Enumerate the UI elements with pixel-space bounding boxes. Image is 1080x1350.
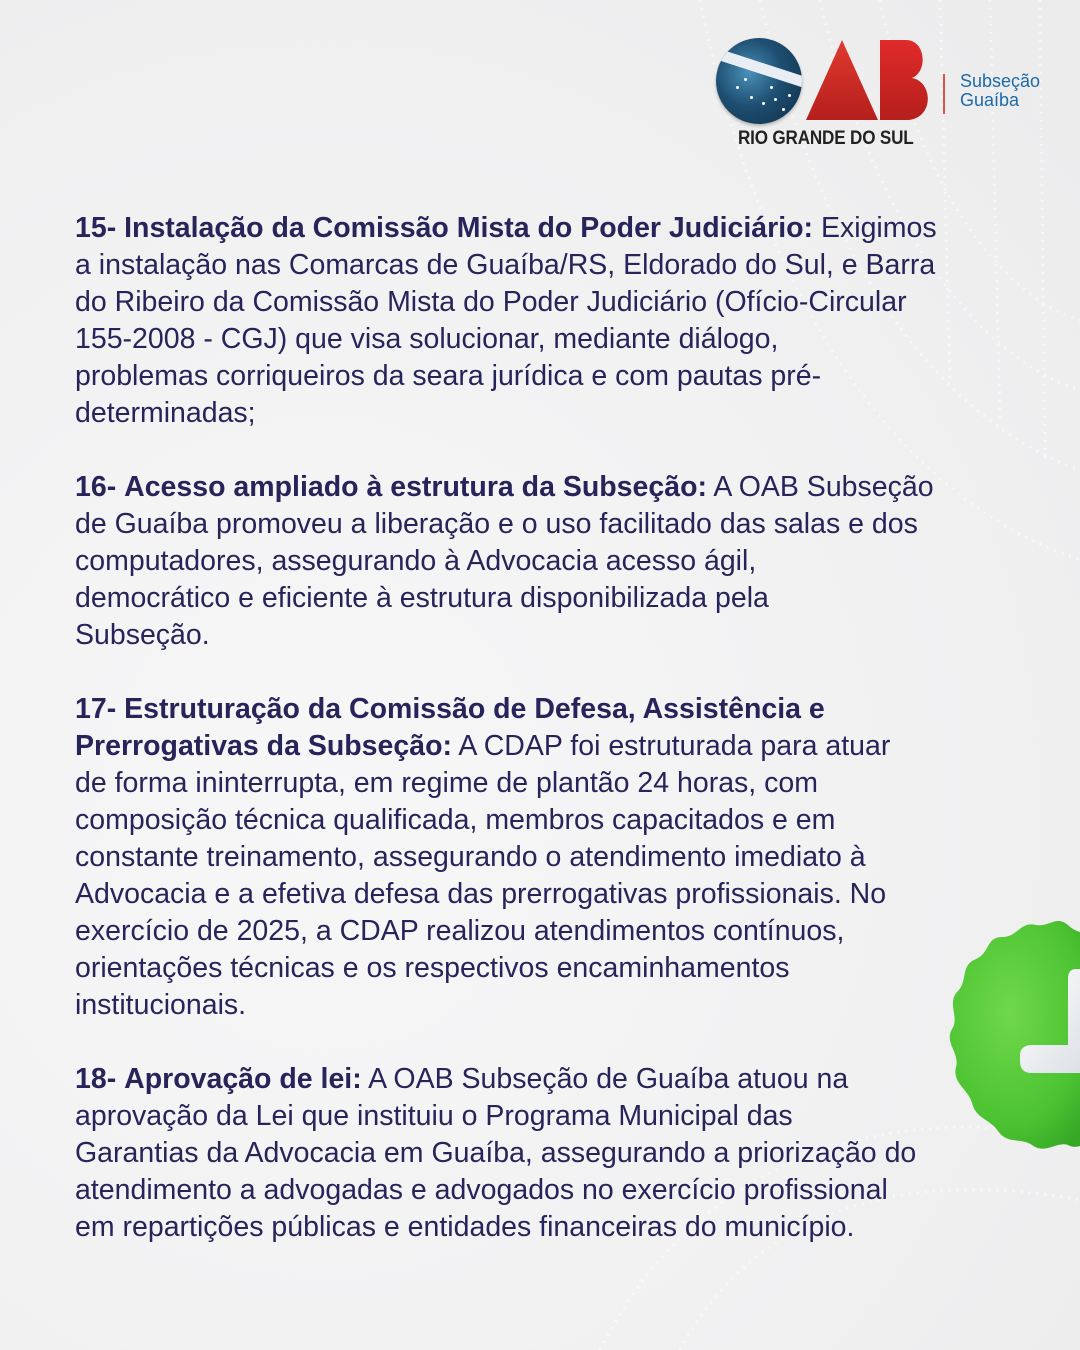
item-text: A OAB Subseção: [713, 471, 934, 503]
subsecao-label: [960, 72, 1040, 110]
item-title: Prerrogativas da Subseção:: [75, 730, 452, 762]
item-text: computadores, assegurando à Advocacia acesso ágil,: [75, 545, 757, 577]
item-number: 15-: [75, 212, 117, 244]
item-16: [75, 469, 1025, 654]
item-text: Subseção.: [75, 619, 210, 651]
item-text: A CDAP foi estruturada para atuar: [458, 730, 891, 762]
header-logo: [714, 38, 1064, 158]
item-text: institucionais.: [75, 989, 247, 1021]
item-text: exercício de 2025, a CDAP realizou atendimentos contínuos,: [75, 915, 845, 947]
item-number: 16-: [75, 471, 117, 503]
item-text: atendimento a advogadas e advogados no exercício profissional: [75, 1174, 888, 1206]
item-text: Garantias da Advocacia em Guaíba, assegurando a priorização do: [75, 1137, 917, 1169]
oab-letter-b-icon: [878, 38, 934, 122]
items-list: [75, 210, 1025, 1283]
item-title: Instalação da Comissão Mista do Poder Judiciário:: [124, 212, 814, 244]
logo-region-text: RIO GRANDE DO SUL: [738, 128, 914, 149]
item-text: em repartições públicas e entidades financeiras do município.: [75, 1211, 855, 1243]
item-18: [75, 1061, 1025, 1246]
verified-check-badge-icon: [928, 905, 1080, 1165]
item-number: 18-: [75, 1063, 117, 1095]
item-title: Acesso ampliado à estrutura da Subseção:: [124, 471, 707, 503]
item-text: de Guaíba promoveu a liberação e o uso facilitado das salas e dos: [75, 508, 918, 540]
item-number: 17-: [75, 693, 117, 725]
item-17: [75, 691, 1025, 1024]
item-title: Aprovação de lei:: [124, 1063, 362, 1095]
item-text: democrático e eficiente à estrutura disponibilizada pela: [75, 582, 769, 614]
item-text: determinadas;: [75, 397, 256, 429]
item-text: A OAB Subseção de Guaíba atuou na: [368, 1063, 849, 1095]
item-15: [75, 210, 1025, 432]
item-title: Estruturação da Comissão de Defesa, Assistência e: [124, 693, 825, 725]
logo-divider: [943, 74, 945, 114]
oab-globe-icon: [716, 38, 802, 124]
item-text: composição técnica qualificada, membros capacitados e em: [75, 804, 836, 836]
item-text: a instalação nas Comarcas de Guaíba/RS, Eldorado do Sul, e Barra: [75, 249, 936, 281]
item-text: Exigimos: [820, 212, 937, 244]
item-text: aprovação da Lei que instituiu o Programa Municipal das: [75, 1100, 793, 1132]
subsecao-line1: Subseção: [960, 71, 1041, 91]
oab-letter-a-icon: [804, 38, 880, 122]
item-text: constante treinamento, assegurando o atendimento imediato à: [75, 841, 866, 873]
subsecao-line2: Guaíba: [960, 90, 1020, 110]
item-text: Advocacia e a efetiva defesa das prerrogativas profissionais. No: [75, 878, 887, 910]
item-text: do Ribeiro da Comissão Mista do Poder Judiciário (Ofício-Circular: [75, 286, 907, 318]
item-text: 155-2008 - CGJ) que visa solucionar, mediante diálogo,: [75, 323, 779, 355]
item-text: de forma ininterrupta, em regime de plantão 24 horas, com: [75, 767, 818, 799]
item-text: problemas corriqueiros da seara jurídica e com pautas pré-: [75, 360, 822, 392]
item-text: orientações técnicas e os respectivos encaminhamentos: [75, 952, 790, 984]
